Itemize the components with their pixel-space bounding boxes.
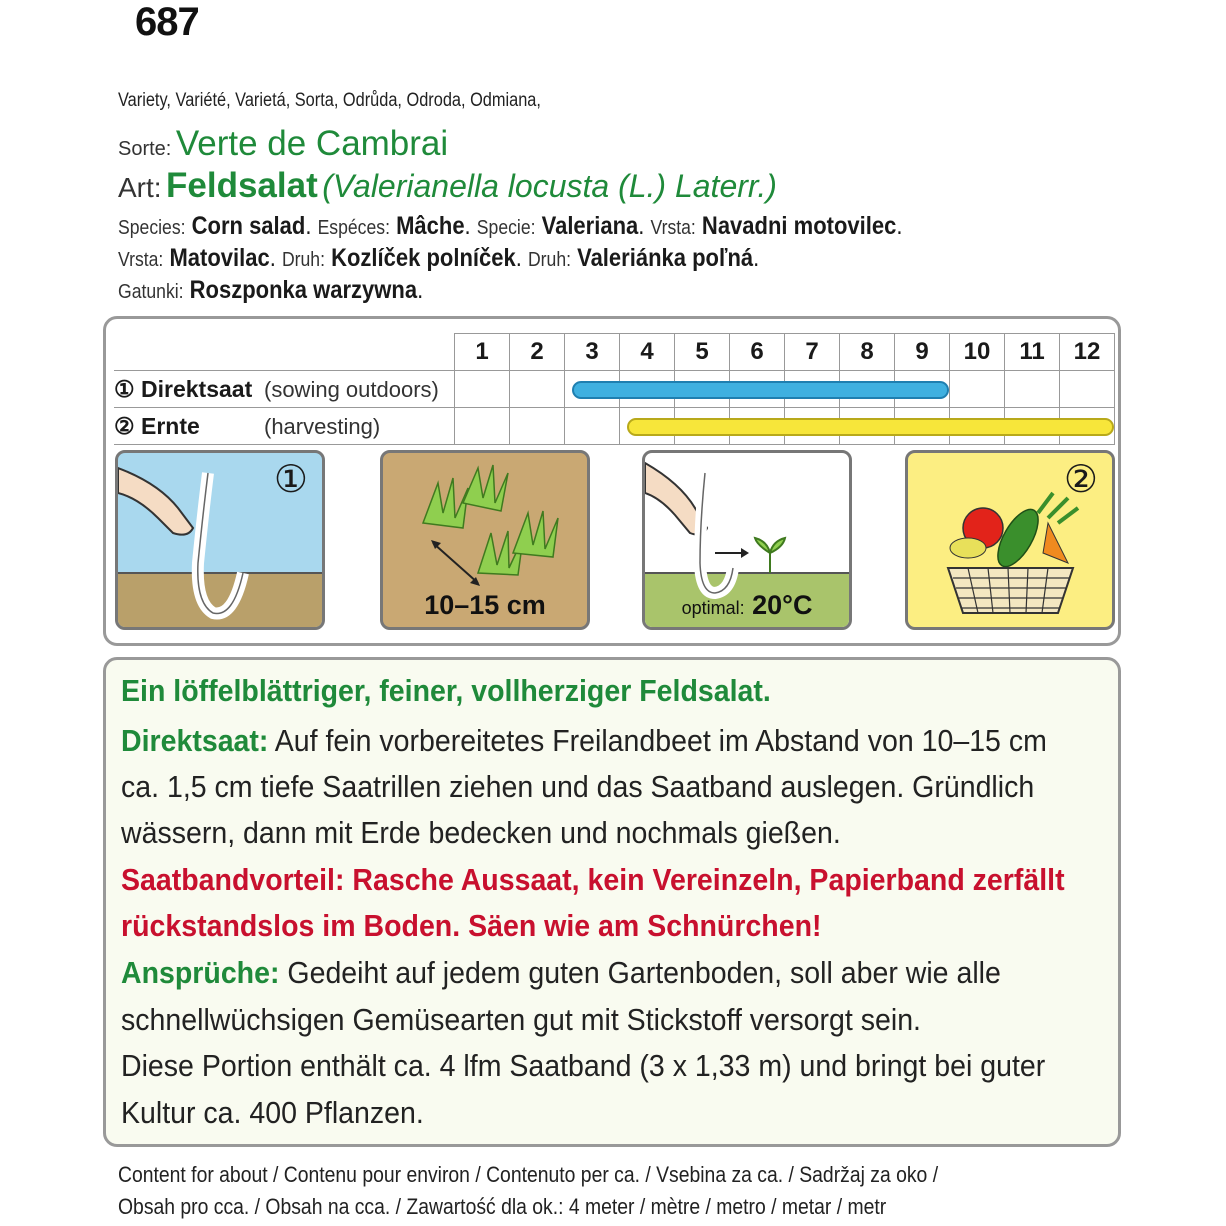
content-footer-line-2: Obsah pro cca. / Obsah na cca. / Zawartość dla ok.: 4 meter / mètre / metro / metar / metr [118,1194,887,1219]
step-1-number: ① [273,459,308,501]
month-12: 12 [1060,334,1115,371]
species-name: Matovilac [169,244,270,272]
month-7: 7 [785,334,840,371]
month-4: 4 [620,334,675,371]
requirements-line-2: schnellwüchsigen Gemüsearten gut mit Stickstoff versorgt sein. [121,1002,921,1037]
direktsaat-line-1 [121,718,1047,764]
advantage-line-1: Saatbandvorteil: Rasche Aussaat, kein Vereinzeln, Papierband zerfällt [121,862,1065,897]
spacing-illustration [380,450,590,630]
month-6: 6 [730,334,785,371]
germination-illustration [642,450,852,630]
direktsaat-line-2: ca. 1,5 cm tiefe Saatrillen ziehen und das Saatband auslegen. Gründlich [121,769,1035,804]
month-header-row [114,334,1115,371]
species-label: Species: [118,217,186,239]
species-name: Roszponka warzywna [189,276,418,304]
step-2-number: ② [1063,459,1098,501]
art-name: Feldsalat [166,166,318,205]
sowing-period-bar [572,381,949,399]
species-name: Valeriana [541,212,639,240]
sowing-illustration [115,450,325,630]
portion-line-2: Kultur ca. 400 Pflanzen. [121,1095,424,1130]
species-row: Gatunki: Roszponka warzywna. [118,276,424,304]
species-row: Species: Corn salad. Espéces: Mâche. Specie: Valeriana. Vrsta: Navadni motovilec. [118,212,903,240]
headline: Ein löffelblättriger, feiner, vollherziger Feldsalat. [121,673,771,708]
sorte-label: Sorte: [118,138,172,160]
content-footer-line-1: Content for about / Contenu pour environ / Contenuto per ca. / Vsebina za ca. / Sadržaj za oko / [118,1162,939,1187]
harvest-period-bar [627,418,1114,436]
temperature-value: 20°C [752,590,813,620]
month-9: 9 [895,334,950,371]
species-label: Vrsta: [118,249,164,271]
variety-name: Verte de Cambrai [175,124,449,163]
species-name: Corn salad [191,212,306,240]
species-name: Navadni motovilec [701,212,897,240]
month-1: 1 [455,334,510,371]
spacing-caption: 10–15 cm [424,590,546,620]
month-3: 3 [565,334,620,371]
sowing-sublabel: (sowing outdoors) [264,376,439,402]
product-number: 687 [135,0,199,44]
species-label: Specie: [476,217,536,239]
variety-heading: Variety, Variété, Varietá, Sorta, Odrůda, Odroda, Odmiana, [118,90,541,111]
species-label: Gatunki: [118,281,184,303]
portion-line-1: Diese Portion enthält ca. 4 lfm Saatband (3 x 1,33 m) und bringt bei guter [121,1048,1046,1083]
month-5: 5 [675,334,730,371]
month-11: 11 [1005,334,1060,371]
direktsaat-label: Direktsaat: [121,723,269,758]
advantage-line-2: rückstandslos im Boden. Säen wie am Schnürchen! [121,908,822,943]
temperature-prefix: optimal: [681,598,745,618]
description-box [103,657,1121,1147]
art-label: Art: [118,172,162,203]
variety-row [118,124,448,164]
temperature-caption [645,590,849,621]
species-name: Kozlíček polníček [331,244,516,272]
direktsaat-text: Auf fein vorbereitetes Freilandbeet im Abstand von 10–15 cm [268,723,1047,758]
direktsaat-line-3: wässern, dann mit Erde bedecken und nochmals gießen. [121,815,841,850]
species-label: Druh: [281,249,325,271]
latin-name: (Valerianella locusta (L.) Laterr.) [322,168,777,204]
month-10: 10 [950,334,1005,371]
species-label: Vrsta: [650,217,696,239]
species-label: Espéces: [317,217,390,239]
seedling-rows-icon [383,453,587,593]
requirements-text: Gedeiht auf jedem guten Gartenboden, soll aber wie alle [279,955,1001,990]
sowing-calendar [103,316,1121,646]
month-8: 8 [840,334,895,371]
month-2: 2 [510,334,565,371]
harvest-sublabel: (harvesting) [264,413,381,439]
art-row [118,166,777,206]
species-name: Valeriánka poľná [577,244,754,272]
requirements-line-1 [121,950,1001,996]
requirements-label: Ansprüche: [121,955,280,990]
harvest-illustration [905,450,1115,630]
species-name: Mâche [396,212,465,240]
species-row: Vrsta: Matovilac. Druh: Kozlíček polníček. Druh: Valeriánka poľná. [118,244,760,272]
species-label: Druh: [527,249,571,271]
sowing-label: ① Direktsaat [114,375,253,402]
harvest-label: ② Ernte [114,412,200,439]
